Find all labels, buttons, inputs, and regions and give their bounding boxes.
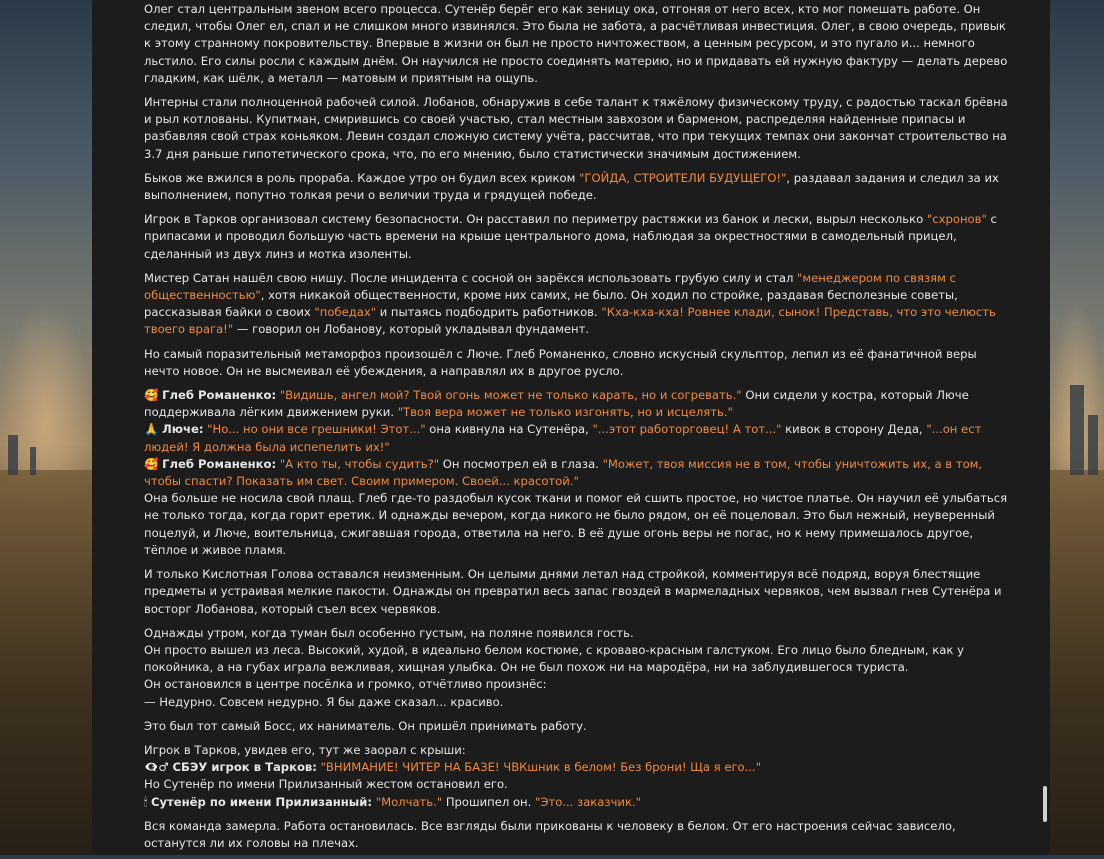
text-segment: , хотя никакой общественности, кроме них самих, не было. Он ходил по стройке, раздавая бесполезные советы, рассказывая байки о своих xyxy=(144,288,958,320)
quote-highlight: "...он ест людей! Я должна была испепелить их!" xyxy=(144,422,982,454)
paragraph-p6 xyxy=(144,346,1010,380)
chat-message-panel xyxy=(92,0,1050,855)
text-segment: Мистер Сатан нашёл свою нишу. После инцидента с сосной он зарёкся использовать грубую силу и стал xyxy=(144,270,798,285)
background-left-landscape xyxy=(0,0,92,855)
quote-highlight: "победах" xyxy=(314,305,377,320)
background-right-landscape xyxy=(1050,0,1104,855)
text-segment: Это был тот самый Босс, их наниматель. Он пришёл принимать работу. xyxy=(144,718,587,733)
quote-highlight: "менеджером по связям с общественностью" xyxy=(144,270,956,303)
paragraph-p1 xyxy=(144,1,1010,87)
text-segment: 🕯 xyxy=(144,794,151,809)
text-segment: Прошипел он. xyxy=(442,794,536,809)
quote-highlight: "схронов" xyxy=(926,212,987,227)
speaker-name: СБЭУ игрок в Тарков: xyxy=(172,760,317,775)
speaker-name: Люче: xyxy=(162,422,204,437)
quote-highlight: "Но... но они все грешники! Этот..." xyxy=(207,422,426,437)
text-segment: 🙏 xyxy=(144,422,163,437)
text-segment: Он остановился в центре посёлка и громко, отчётливо произнёс: xyxy=(144,677,547,692)
text-segment: Вся команда замерла. Работа остановилась. Все взгляды были прикованы к человеку в белом. От его настроения сейчас зависело, останутся ли их головы на плечах. xyxy=(144,818,956,850)
paragraph-p2 xyxy=(144,94,1010,163)
text-segment: Олег стал центральным звеном всего процесса. Сутенёр берёг его как зеницу ока, отгоняя от него всех, кто мог помешать работе. Он следил, чтобы Олег ел, спал и не слишком много извинялся. Это была не забота, а расчётливая инвестиция. Олег, в свою очередь, привык к этому странному покровительству. Впервые в жизни он был не просто ничтожеством, а ценным ресурсом, и это пугало и... немного льстило. Его силы росли с каждым днём. Он научился не просто соединять материю, но и придавать ей нужную фактуру — делать дерево гладким, как шёлк, а металл — матовым и приятным на ощупь. xyxy=(144,2,1008,85)
text-segment: Но Сутенёр по имени Прилизанный жестом остановил его. xyxy=(144,777,508,792)
scrollbar-thumb[interactable] xyxy=(1043,786,1047,822)
text-segment: 🥰 xyxy=(144,456,163,471)
paragraph-p5 xyxy=(144,270,1010,339)
text-segment: , раздавал задания и следил за их выполнением, попутно толкая речи о величии труда и грядущей победе. xyxy=(144,170,999,203)
text-segment: И только Кислотная Голова оставался неизменным. Он целыми днями летал над стройкой, комментируя всё подряд, воруя блестящие предметы и устраивая мелкие пакости. Однажды он превратил весь запас гвоздей в мармеладных червяков, чем вызвал гнев Сутенёра и восторг Лобанова, который съел всех червяков. xyxy=(144,567,1002,616)
quote-highlight: "ГОЙДА, СТРОИТЕЛИ БУДУЩЕГО!" xyxy=(579,170,787,185)
paragraph-p10 xyxy=(144,718,1010,735)
text-segment: Быков же вжился в роль прораба. Каждое утро он будил всех криком xyxy=(144,170,580,185)
paragraph-p4 xyxy=(144,211,1010,263)
paragraph-p12 xyxy=(144,818,1010,852)
quote-highlight: "Твоя вера может не только изгонять, но и исцелять." xyxy=(397,405,733,420)
text-segment: — Недурно. Совсем недурно. Я бы даже сказал... красиво. xyxy=(144,694,504,709)
text-segment: Она больше не носила свой плащ. Глеб где-то раздобыл кусок ткани и помог ей сшить простое, но чистое платье. Он научил её улыбаться не только тогда, когда горит еретик. И однажды вечером, когда никого не было рядом, он её поцеловал. Это был нежный, неуверенный поцелуй, и Люче, воительница, сжигавшая города, ответила на него. В её душе огонь веры не погас, но к нему примешалось другое, тёплое и живое пламя. xyxy=(144,491,1008,557)
paragraph-p3 xyxy=(144,170,1010,204)
text-segment: — говорил он Лобанову, который укладывал фундамент. xyxy=(233,322,590,337)
paragraph-p8 xyxy=(144,566,1010,618)
text-segment: Он просто вышел из леса. Высокий, худой, в идеально белом костюме, с кроваво-красным галстуком. Его лицо было бледным, как у покойника, а на губах играла вежливая, хищная улыбка. Он не был похож ни на мародёра, ни на заблудившегося туриста. xyxy=(144,642,964,675)
story-text xyxy=(144,0,1010,859)
paragraph-p9 xyxy=(144,625,1010,711)
text-segment: и пытаясь подбодрить работников. xyxy=(376,305,602,320)
text-segment: Игрок в Тарков, увидев его, тут же заорал с крыши: xyxy=(144,742,466,757)
text-segment: Они сидели у костра, который Люче поддерживала лёгким движением руки. xyxy=(144,388,969,420)
text-segment: Он посмотрел ей в глаза. xyxy=(439,456,603,471)
text-segment: Игрок в Тарков организовал систему безопасности. Он расставил по периметру растяжки из банок и лески, вырыл несколько xyxy=(144,212,927,227)
text-segment: кивок в сторону Деда, xyxy=(781,422,927,437)
text-segment: Однажды утром, когда туман был особенно густым, на поляне появился гость. xyxy=(144,625,634,640)
quote-highlight: "Молчать." xyxy=(375,794,443,809)
paragraph-p11 xyxy=(144,742,1010,811)
quote-highlight: "Видишь, ангел мой? Твой огонь может не только карать, но и согревать." xyxy=(279,388,742,403)
quote-highlight: "...этот работорговец! А тот..." xyxy=(592,422,782,437)
quote-highlight: "А кто ты, чтобы судить?" xyxy=(279,456,440,471)
speaker-name: Сутенёр по имени Прилизанный: xyxy=(150,794,373,809)
quote-highlight: "ВНИМАНИЕ! ЧИТЕР НА БАЗЕ! ЧВКшник в белом! Без брони! Ща я его..." xyxy=(320,760,762,775)
text-segment: Но самый поразительный метаморфоз произошёл с Люче. Глеб Романенко, словно искусный скульптор, лепил из её фанатичной веры нечто новое. Он не высмеивал её убеждения, а направлял их в другое русло. xyxy=(144,346,977,378)
quote-highlight: "Это... заказчик." xyxy=(535,794,641,809)
text-segment: с припасами и проводил большую часть времени на крыше центрального дома, наблюдая за окрестностями в самодельный прицел, сделанный из двух линз и мотка изоленты. xyxy=(144,212,997,261)
quote-highlight: "Может, твоя миссия не в том, чтобы уничтожить их, а в том, чтобы спасти? Показать им свет. Своим примером. Своей... красотой." xyxy=(144,456,983,489)
text-segment: она кивнула на Сутенёра, xyxy=(425,422,593,437)
speaker-name: Глеб Романенко: xyxy=(162,456,277,471)
text-segment: 🥰 xyxy=(144,388,163,403)
quote-highlight: "Кха-кха-кха! Ровнее клади, сынок! Представь, что это челюсть твоего врага!" xyxy=(144,305,996,337)
text-segment: Интерны стали полноценной рабочей силой. Лобанов, обнаружив в себе талант к тяжёлому физическому труду, с радостью таскал брёвна и рыл котлованы. Купитман, смирившись со своей участью, стал местным завхозом и барменом, распределяя найденные припасы и разбавляя свой страх коньяком. Левин создал сложную систему учёта, рассчитав, что при текущих темпах они закончат строительство на 3.7 дня раньше гипотетического срока, что, по его мнению, было статистически значимым достижением. xyxy=(144,95,1008,161)
scrollbar[interactable] xyxy=(1040,0,1050,855)
speaker-name: Глеб Романенко: xyxy=(162,388,277,403)
text-segment: 👁‍🗨♂ xyxy=(144,760,173,775)
paragraph-p7 xyxy=(144,387,1010,559)
